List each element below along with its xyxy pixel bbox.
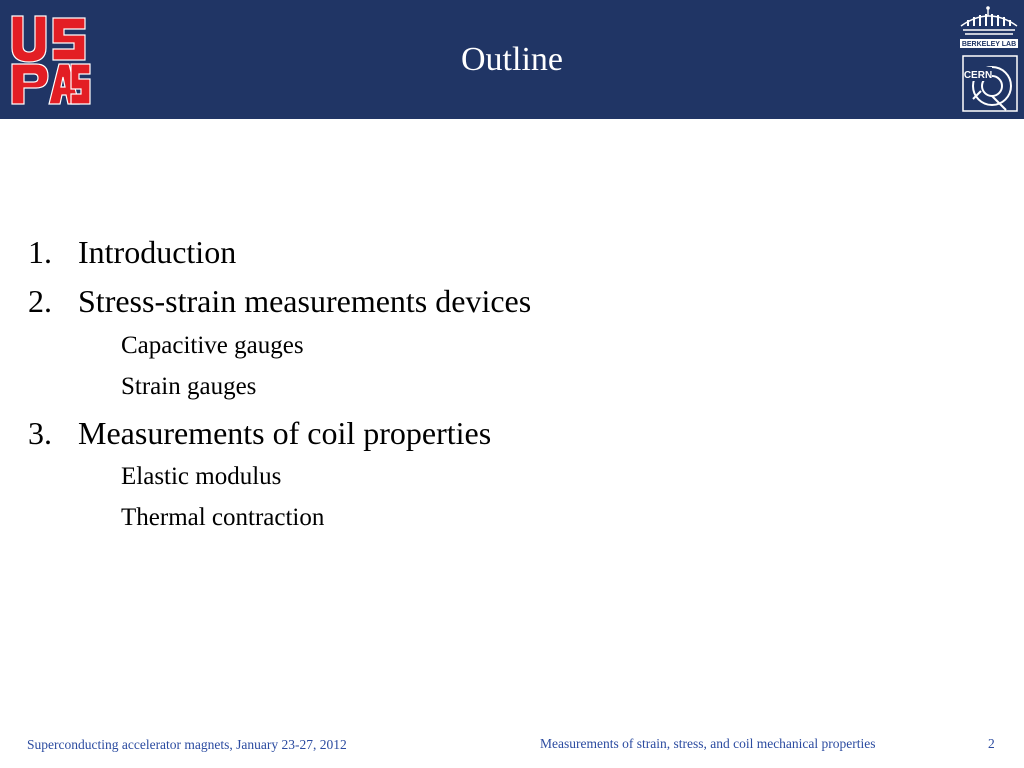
slide-title: Outline bbox=[461, 41, 563, 78]
outline-item-stress-strain-devices bbox=[28, 281, 531, 321]
outline-item-text: Introduction bbox=[78, 234, 237, 270]
outline-item-introduction bbox=[28, 232, 236, 272]
footer-page-number: 2 bbox=[988, 736, 995, 751]
outline-item-text: Stress-strain measurements devices bbox=[78, 283, 532, 319]
outline-subitem-capacitive-gauges: Capacitive gauges bbox=[121, 332, 304, 359]
outline-subitem-strain-gauges: Strain gauges bbox=[121, 373, 257, 400]
outline-item-coil-properties bbox=[28, 413, 491, 453]
outline-item-text: Measurements of coil properties bbox=[78, 415, 492, 451]
footer-lecture-title: Measurements of strain, stress, and coil mechanical properties bbox=[540, 736, 876, 751]
footer-course-info: Superconducting accelerator magnets, January 23-27, 2012 bbox=[27, 737, 347, 752]
outline-item-number: 1. bbox=[28, 234, 52, 270]
berkeley-lab-logo-text: BERKELEY LAB bbox=[961, 41, 1017, 48]
cern-logo-text: CERN bbox=[963, 70, 993, 81]
outline-item-number: 2. bbox=[28, 283, 52, 319]
outline-item-number: 3. bbox=[28, 415, 52, 451]
outline-subitem-elastic-modulus: Elastic modulus bbox=[121, 463, 282, 490]
outline-subitem-thermal-contraction: Thermal contraction bbox=[121, 504, 325, 531]
